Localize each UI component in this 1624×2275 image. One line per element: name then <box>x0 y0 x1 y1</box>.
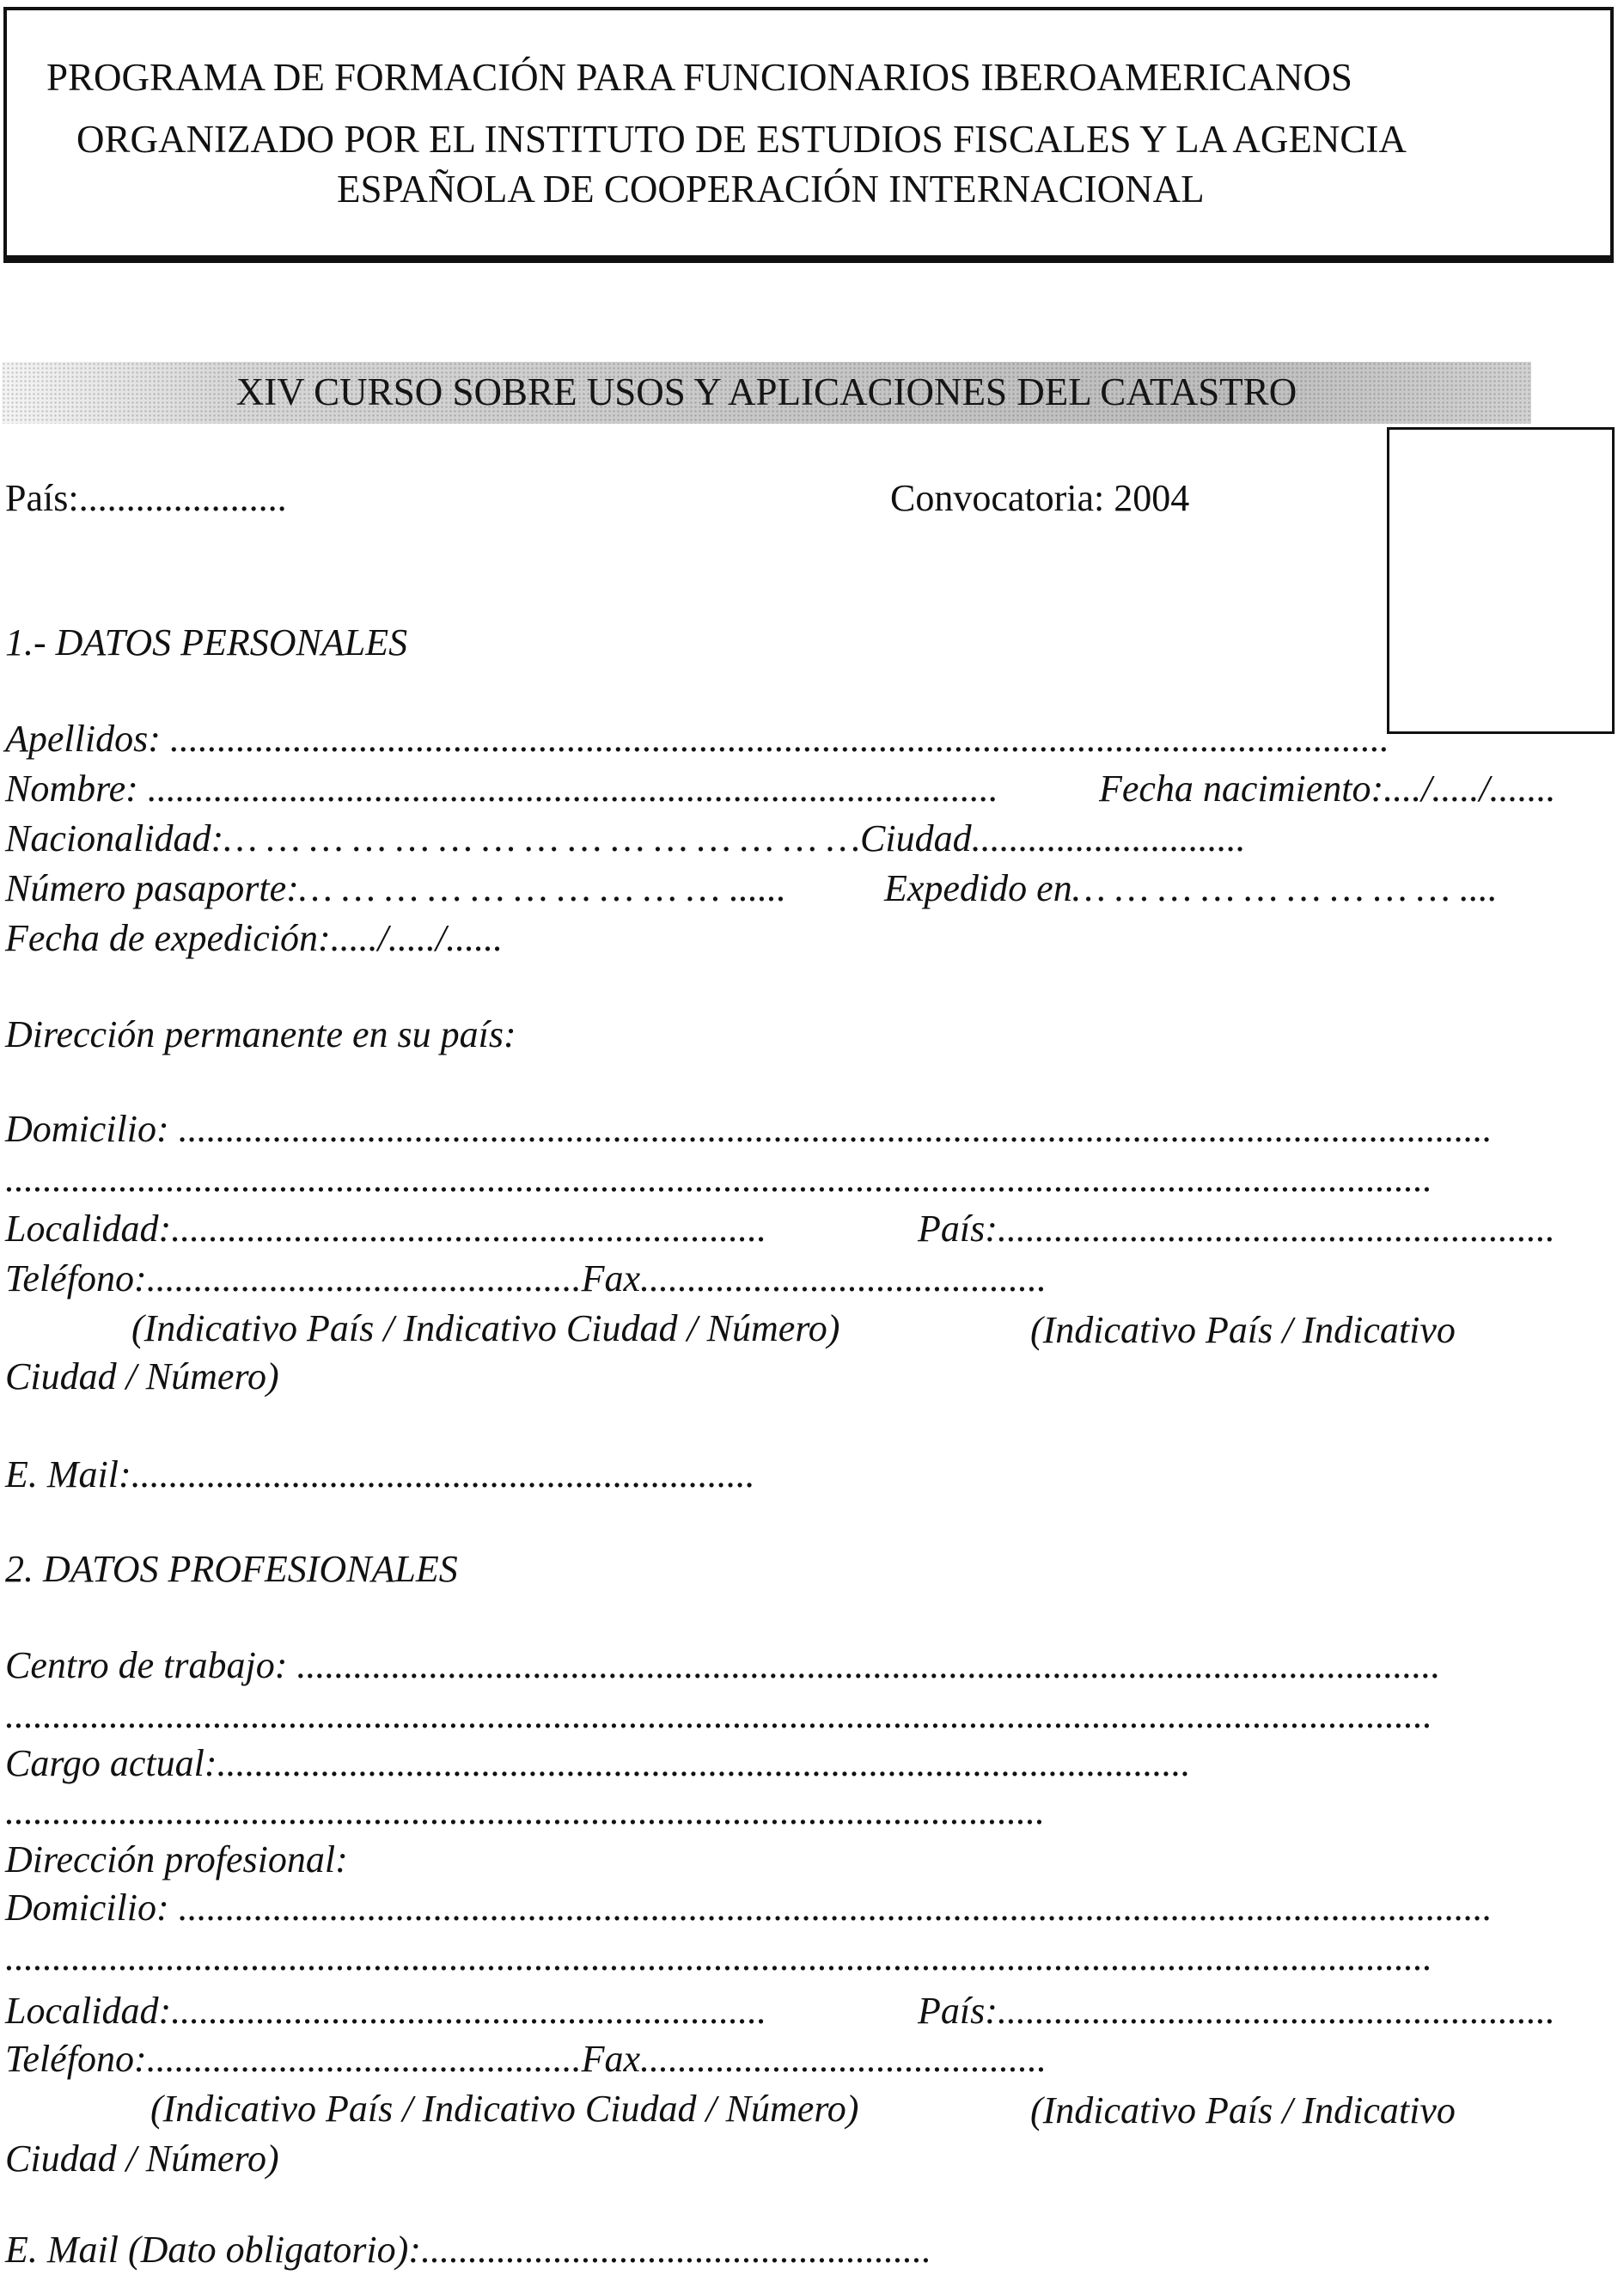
telefono-hint: (Indicativo País / Indicativo Ciudad / Número) <box>131 1307 840 1349</box>
country-field[interactable]: País:...................... <box>5 477 287 519</box>
cargo-actual-field[interactable]: Cargo actual:....................................................................................................... <box>5 1742 1191 1784</box>
header-line-3: ESPAÑOLA DE COOPERACIÓN INTERNACIONAL <box>337 168 1205 211</box>
fecha-nacimiento-field[interactable]: Fecha nacimiento:..../...../....... <box>1099 768 1556 810</box>
header-line-1: PROGRAMA DE FORMACIÓN PARA FUNCIONARIOS IBEROAMERICANOS <box>46 56 1352 99</box>
expedido-field[interactable]: Expedido en… … … … … … … … … .... <box>884 867 1498 909</box>
centro-trabajo-field[interactable]: Centro de trabajo: ......................................................................................................................... <box>5 1644 1441 1686</box>
prof-domicilio-field-cont[interactable]: ....................................................................................................................................................... <box>5 1936 1432 1978</box>
nacionalidad-field[interactable]: Nacionalidad:… … … … … … … … … … … … … … …Ciudad............................. <box>5 817 1246 859</box>
prof-telefono-fax-field[interactable]: Teléfono:..............................................Fax........................................... <box>5 2038 1047 2080</box>
prof-localidad-field[interactable]: Localidad:............................................................... <box>5 1990 767 2032</box>
fecha-expedicion-field[interactable]: Fecha de expedición:...../...../...... <box>5 917 504 959</box>
telefono-fax-field[interactable]: Teléfono:..............................................Fax........................................... <box>5 1257 1047 1300</box>
course-title-banner <box>2 362 1531 424</box>
centro-trabajo-field-cont[interactable]: ....................................................................................................................................................... <box>5 1694 1432 1736</box>
photo-box <box>1387 427 1615 734</box>
domicilio-field[interactable]: Domicilio: ........................................................................................................................................... <box>5 1108 1493 1150</box>
prof-fax-hint: (Indicativo País / Indicativo <box>1030 2089 1456 2131</box>
cargo-actual-field-cont[interactable]: .............................................................................................................. <box>5 1790 1045 1832</box>
nombre-field[interactable]: Nombre: .......................................................................................... <box>5 768 998 810</box>
fax-hint-cont: Ciudad / Número) <box>5 1355 279 1397</box>
section-2-title: 2. DATOS PROFESIONALES <box>5 1548 458 1590</box>
prof-domicilio-field[interactable]: Domicilio: ........................................................................................................................................... <box>5 1887 1493 1929</box>
header-box <box>3 7 1614 263</box>
direccion-profesional-label: Dirección profesional: <box>5 1838 348 1881</box>
convocatoria-label: Convocatoria: 2004 <box>890 477 1190 519</box>
prof-telefono-hint: (Indicativo País / Indicativo Ciudad / Número) <box>150 2088 859 2130</box>
domicilio-field-cont[interactable]: ....................................................................................................................................................... <box>5 1158 1432 1200</box>
direccion-permanente-label: Dirección permanente en su país: <box>5 1013 516 1055</box>
fax-hint: (Indicativo País / Indicativo <box>1030 1309 1456 1351</box>
apellidos-field[interactable]: Apellidos: ................................................................................................................................. <box>5 718 1389 760</box>
course-title: XIV CURSO SOBRE USOS Y APLICACIONES DEL CATASTRO <box>235 370 1297 413</box>
header-line-2: ORGANIZADO POR EL INSTITUTO DE ESTUDIOS FISCALES Y LA AGENCIA <box>76 118 1407 161</box>
pais-field[interactable]: País:........................................................... <box>918 1208 1555 1250</box>
localidad-field[interactable]: Localidad:............................................................... <box>5 1208 767 1250</box>
prof-email-field[interactable]: E. Mail (Dato obligatorio):...................................................... <box>5 2229 931 2271</box>
prof-fax-hint-cont: Ciudad / Número) <box>5 2137 279 2180</box>
prof-pais-field[interactable]: País:........................................................... <box>918 1990 1555 2032</box>
pasaporte-field[interactable]: Número pasaporte:… … … … … … … … … … ...... <box>5 867 787 909</box>
section-1-title: 1.- DATOS PERSONALES <box>5 621 408 664</box>
email-field[interactable]: E. Mail:.................................................................. <box>5 1453 755 1495</box>
